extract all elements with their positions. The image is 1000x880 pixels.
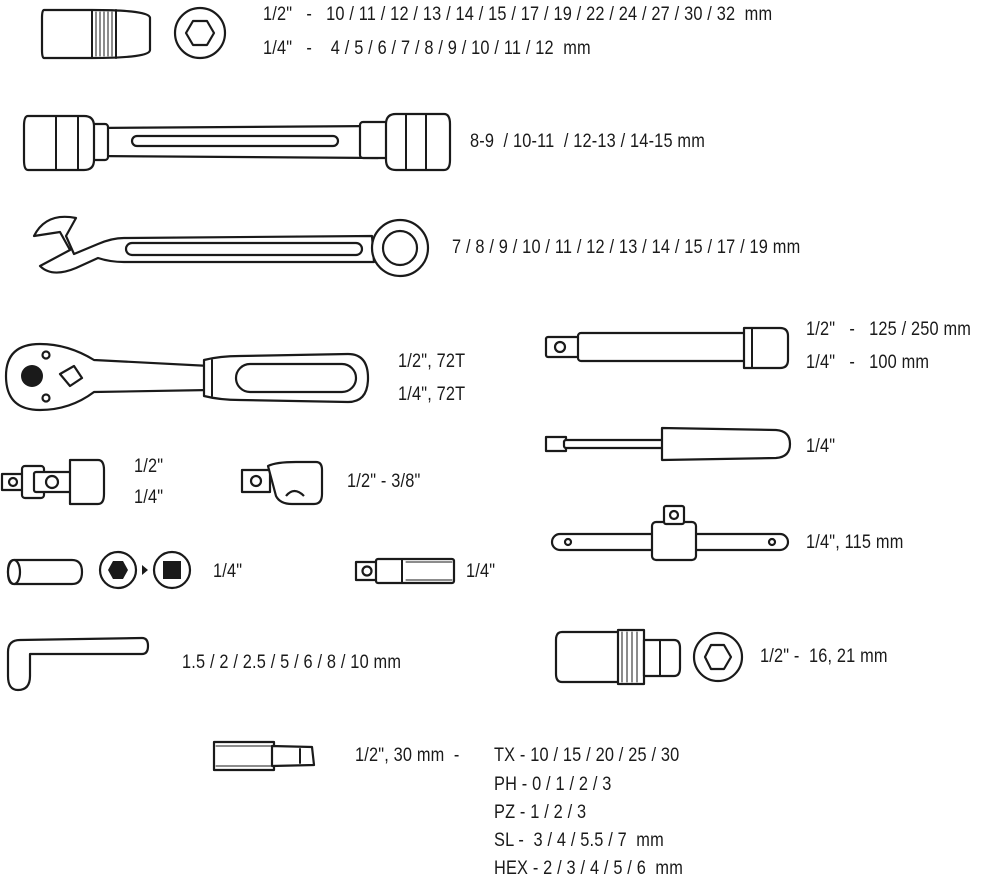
label-bit-adapter: 1/4" <box>466 561 496 582</box>
label-flex-wrenches: 8-9 / 10-11 / 12-13 / 14-15 mm <box>470 131 705 152</box>
label-bits-pz: PZ - 1 / 2 / 3 <box>494 802 587 823</box>
label-adapter: 1/2" - 3/8" <box>347 471 421 492</box>
label-ratchet-quarter: 1/4", 72T <box>398 384 466 405</box>
combination-wrench-icon <box>34 217 428 276</box>
label-ujoint-quarter: 1/4" <box>134 487 164 508</box>
spark-plug-socket-icon <box>556 630 742 684</box>
ratchet-icon <box>6 344 368 410</box>
label-ratchet-half: 1/2", 72T <box>398 351 466 372</box>
hex-socket-end-icon <box>175 8 225 58</box>
spinner-handle-icon <box>546 428 790 460</box>
t-bar-icon <box>552 506 788 560</box>
label-bits-ph: PH - 0 / 1 / 2 / 3 <box>494 774 612 795</box>
hex-to-square-icon <box>100 552 190 588</box>
label-spark-plug-sockets: 1/2" - 16, 21 mm <box>760 646 888 667</box>
socket-icon <box>42 10 150 58</box>
bit-adapter-icon <box>356 559 454 583</box>
hex-key-icon <box>8 638 148 690</box>
label-bits-hex: HEX - 2 / 3 / 4 / 5 / 6 mm <box>494 858 683 879</box>
label-bits-sl: SL - 3 / 4 / 5.5 / 7 mm <box>494 830 664 851</box>
extension-bar-icon <box>546 328 788 368</box>
screwdriver-bit-icon <box>214 742 314 770</box>
label-ujoint-half: 1/2" <box>134 456 164 477</box>
label-combination-wrenches: 7 / 8 / 9 / 10 / 11 / 12 / 13 / 14 / 15 / 17 / 19 mm <box>452 237 801 258</box>
flex-head-wrench-icon <box>24 114 450 170</box>
label-extension-quarter: 1/4" - 100 mm <box>806 352 930 373</box>
label-bits-tx: TX - 10 / 15 / 20 / 25 / 30 <box>494 745 680 766</box>
universal-joint-icon <box>2 460 104 504</box>
bit-holder-socket-icon <box>8 560 82 584</box>
label-sockets-quarter: 1/4" - 4 / 5 / 6 / 7 / 8 / 9 / 10 / 11 / 12 mm <box>263 38 591 59</box>
label-sockets-half: 1/2" - 10 / 11 / 12 / 13 / 14 / 15 / 17 / 19 / 22 / 24 / 27 / 30 / 32 mm <box>263 4 773 25</box>
label-hex-keys: 1.5 / 2 / 2.5 / 5 / 6 / 8 / 10 mm <box>182 652 402 673</box>
label-tbar: 1/4", 115 mm <box>806 532 904 553</box>
label-bits-size: 1/2", 30 mm - <box>355 745 460 766</box>
label-extension-half: 1/2" - 125 / 250 mm <box>806 319 972 340</box>
label-spinner-handle: 1/4" <box>806 436 836 457</box>
adapter-icon <box>242 462 322 504</box>
label-bit-holder-socket: 1/4" <box>213 561 243 582</box>
